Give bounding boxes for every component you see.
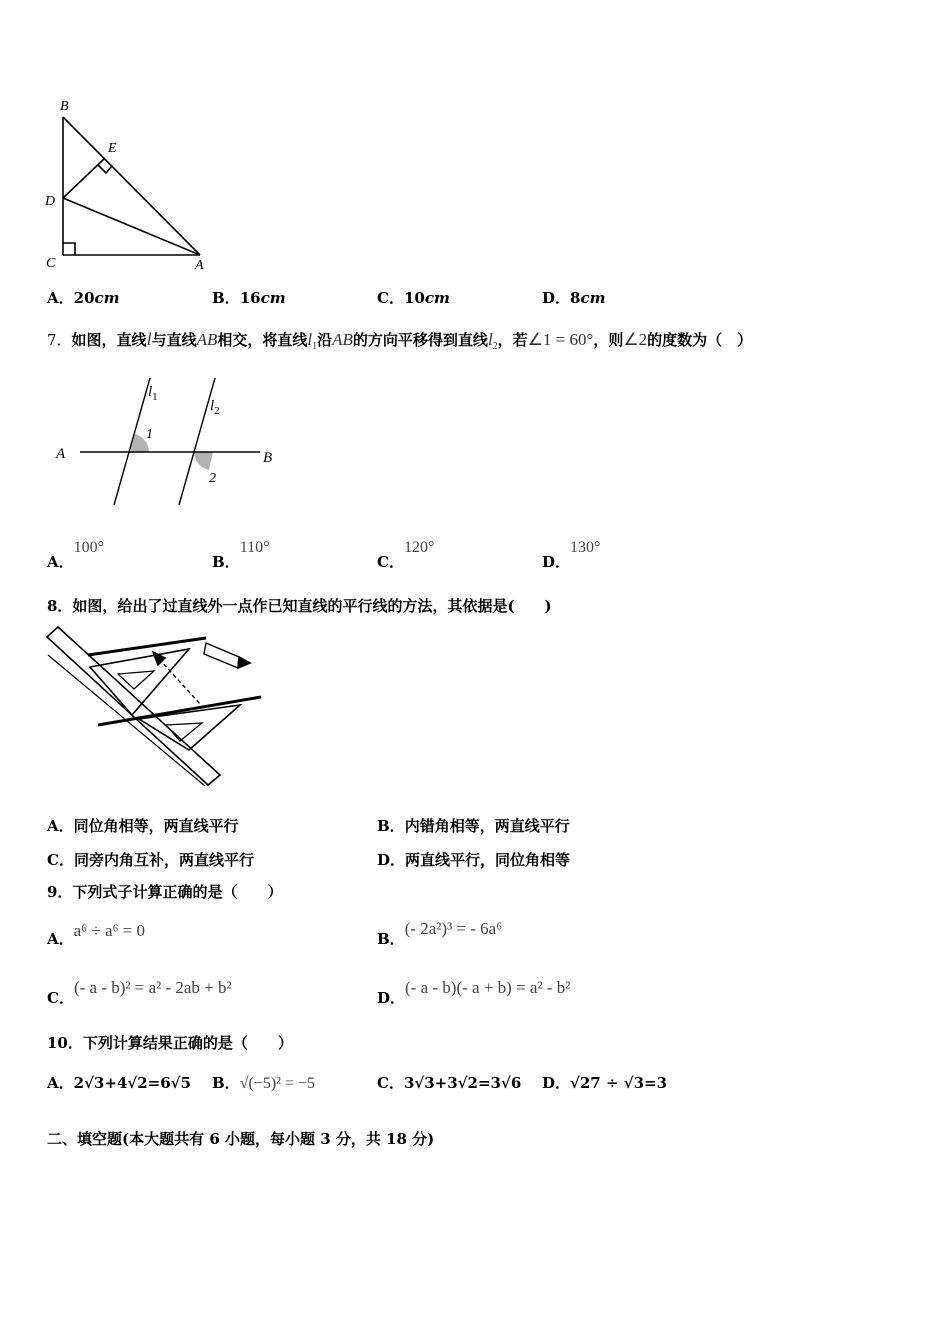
q9-option-d[interactable]: D．(- a - b)(- a + b) = a² - b² xyxy=(377,978,571,1007)
q6-option-b[interactable]: B．16cm xyxy=(212,289,286,307)
label-b: B xyxy=(263,450,273,466)
q9-option-c[interactable]: C．(- a - b)² = a² - 2ab + b² xyxy=(47,978,232,1007)
figure-ruler-triangles xyxy=(44,625,264,790)
label-l2: $l_2$ xyxy=(210,398,220,417)
label-a: A xyxy=(195,258,204,273)
q8-option-b[interactable]: B．内错角相等，两直线平行 xyxy=(377,817,570,835)
label-c: C xyxy=(46,256,56,271)
q10-question: 10．下列计算结果正确的是（ ） xyxy=(47,1034,293,1052)
given-line xyxy=(98,697,261,725)
constructed-line xyxy=(88,638,206,655)
ruler xyxy=(47,627,220,785)
segment-da xyxy=(63,198,200,255)
right-angle-c xyxy=(63,243,75,255)
label-d: D xyxy=(45,194,56,209)
q6-option-a[interactable]: A．20cm xyxy=(47,289,120,307)
figure-right-triangle xyxy=(40,95,220,275)
q10-option-d[interactable]: D．√27 ÷ √3=3 xyxy=(542,1074,668,1092)
label-l1: $l_1$ xyxy=(148,384,158,403)
section-title: 二、填空题(本大题共有 6 小题，每小题 3 分，共 18 分) xyxy=(47,1130,435,1148)
q8-option-a[interactable]: A．同位角相等，两直线平行 xyxy=(47,817,239,835)
q10-option-b[interactable]: B．√(−5)² = −5 xyxy=(212,1074,315,1092)
segment-ba xyxy=(63,117,200,255)
label-1: 1 xyxy=(146,427,153,442)
q6-option-c[interactable]: C．10cm xyxy=(377,289,450,307)
q7-option-c[interactable]: C．120° xyxy=(377,539,435,571)
label-e: E xyxy=(108,141,117,156)
q8-option-d[interactable]: D．两直线平行，同位角相等 xyxy=(377,851,571,869)
q8-question: 8．如图，给出了过直线外一点作已知直线的平行线的方法，其依据是( ) xyxy=(47,597,552,615)
segment-de xyxy=(63,159,104,198)
pencil xyxy=(204,643,239,668)
q9-option-b[interactable]: B．(- 2a²)³ = - 6a⁶ xyxy=(377,919,503,948)
q7-option-d[interactable]: D．130° xyxy=(542,539,601,571)
q7-option-b[interactable]: B．110° xyxy=(212,539,270,571)
angle-2-arc xyxy=(194,452,213,470)
q6-option-d[interactable]: D．8cm xyxy=(542,289,606,307)
q10-option-c[interactable]: C．3√3+3√2=3√6 xyxy=(377,1074,522,1092)
q7-option-a[interactable]: A．100° xyxy=(47,539,105,571)
q7-question: 7．如图，直线l与直线AB相交，将直线$l_1$沿AB的方向平移得到直线$l_2$，若∠1 = 60°，则∠2的度数为（ ） xyxy=(47,329,753,352)
label-a: A xyxy=(56,446,66,462)
label-b: B xyxy=(60,99,69,114)
right-angle-e xyxy=(98,165,112,173)
q8-option-c[interactable]: C．同旁内角互补，两直线平行 xyxy=(47,851,254,869)
translation-arrow xyxy=(159,659,201,705)
q9-option-a[interactable]: A．a⁶ ÷ a⁶ = 0 xyxy=(47,921,146,948)
figure-parallel-lines xyxy=(50,370,290,510)
triangle-top xyxy=(90,649,189,715)
q10-option-a[interactable]: A．2√3+4√2=6√5 xyxy=(47,1074,191,1092)
label-2: 2 xyxy=(209,471,216,486)
q9-question: 9．下列式子计算正确的是（ ） xyxy=(47,883,283,901)
